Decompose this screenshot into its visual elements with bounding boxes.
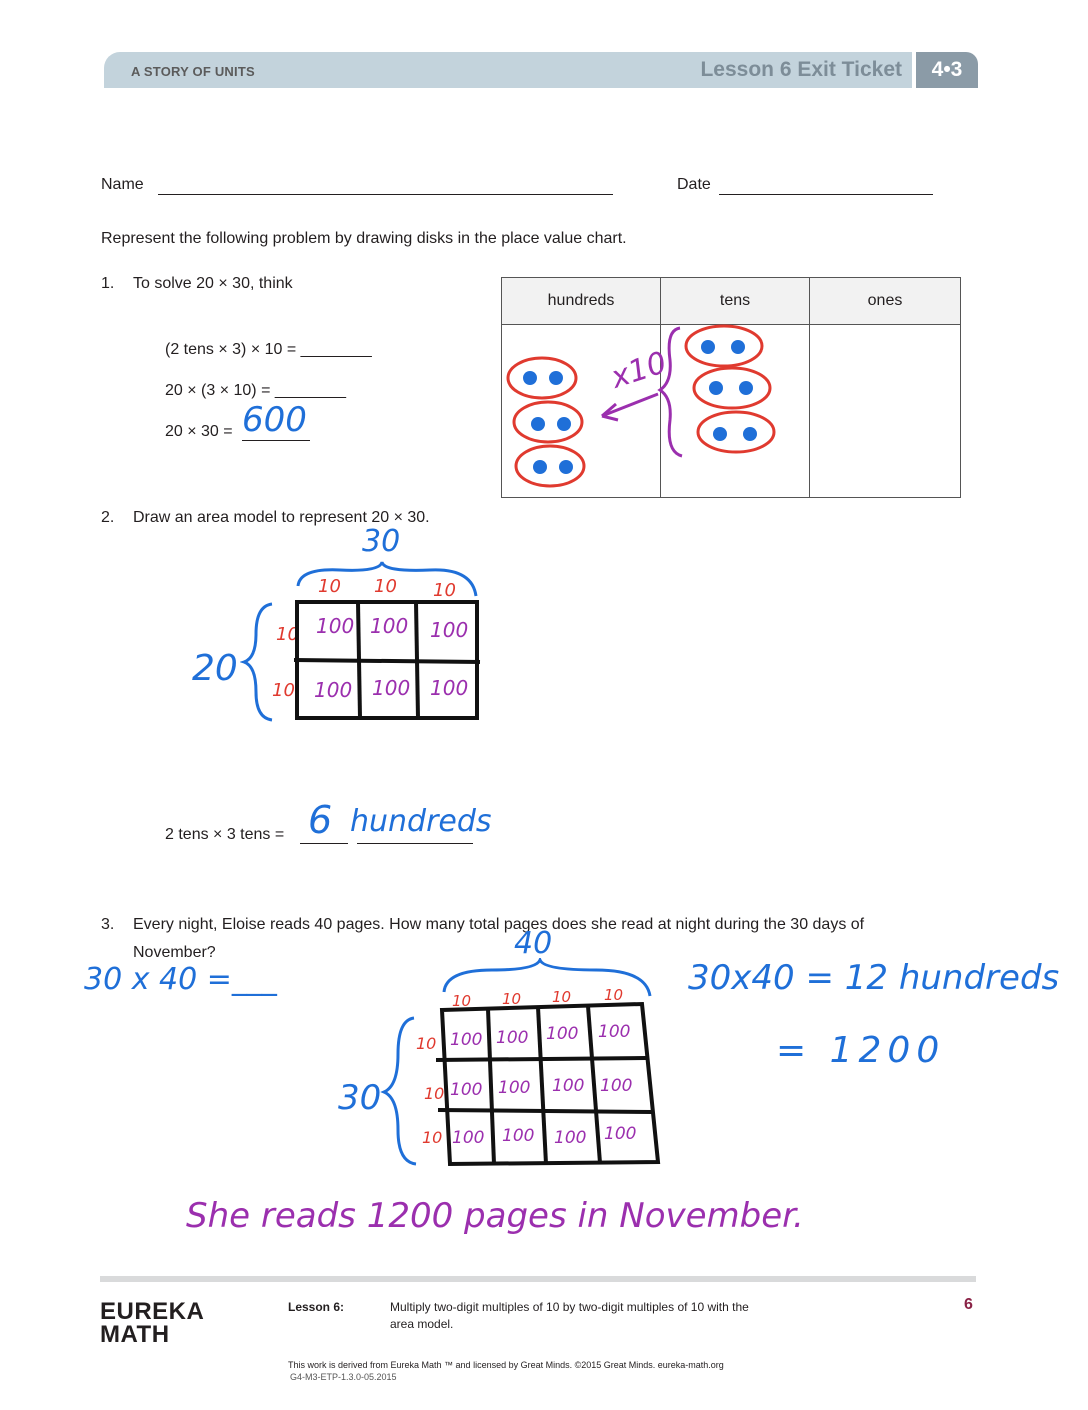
- q2-side-part: 10: [276, 624, 299, 645]
- eureka-math-logo: [100, 1300, 204, 1346]
- q2-answer-line-a: [300, 843, 348, 844]
- q1-line-b: 20 × (3 × 10) = ________: [165, 382, 347, 399]
- q3-side-part: 10: [422, 1128, 443, 1147]
- q1-line-a: (2 tens × 3) × 10 = ________: [165, 341, 372, 358]
- q3-prompt-line-2: November?: [133, 944, 216, 961]
- q3-cell: 100: [450, 1030, 483, 1050]
- q3-side-part: 10: [416, 1034, 437, 1053]
- q1-line-c: 20 × 30 =: [165, 423, 233, 440]
- hundreds-disk-group: [508, 358, 576, 398]
- q2-cell: 100: [430, 676, 469, 700]
- q3-top-total: 40: [514, 926, 553, 961]
- chart-header-tens: tens: [661, 278, 810, 325]
- q2-side-part: 10: [272, 680, 295, 701]
- q2-top-part: 10: [318, 576, 341, 597]
- chart-header-hundreds: hundreds: [502, 278, 661, 325]
- q1-number: 1.: [101, 275, 115, 292]
- q3-side-part: 10: [424, 1084, 445, 1103]
- q3-cell: 100: [502, 1126, 535, 1146]
- logo-line-2: MATH: [100, 1321, 170, 1348]
- q2-prompt: Draw an area model to represent 20 × 30.: [133, 509, 430, 526]
- q3-top-part: 10: [502, 990, 522, 1008]
- page-number: 6: [964, 1296, 973, 1313]
- hundreds-disk-group: [516, 446, 584, 486]
- tens-disk-group: [686, 326, 762, 366]
- q3-side-total: 30: [338, 1078, 382, 1118]
- date-field[interactable]: [719, 194, 933, 195]
- footer-lesson-desc-1: Multiply two-digit multiples of 10 by two-digit multiples of 10 with the: [390, 1300, 749, 1314]
- q3-cell: 100: [604, 1124, 637, 1144]
- grade-module-badge: 4•3: [916, 52, 978, 88]
- q1-answer-line: [242, 440, 310, 441]
- q2-side-total: 20: [192, 648, 238, 689]
- chart-header-ones: ones: [810, 278, 961, 325]
- name-field[interactable]: [158, 194, 613, 195]
- q2-answer-a: 6: [308, 798, 333, 842]
- q2-cell: 100: [370, 614, 409, 638]
- hundreds-disk-group: [514, 402, 582, 442]
- q3-work-line-2: = 1200: [776, 1030, 946, 1071]
- logo-line-1: EUREKA: [100, 1298, 205, 1325]
- q2-answer-line-b: [357, 843, 473, 844]
- times-ten-annotation: x10: [606, 345, 671, 396]
- tens-brace-icon: [660, 328, 682, 456]
- q3-prompt-line-1: Every night, Eloise reads 40 pages. How many total pages does she read at night during the 30 days of: [133, 916, 865, 933]
- q3-cell: 100: [496, 1028, 529, 1048]
- q2-cell: 100: [314, 678, 353, 702]
- footer-rule: [100, 1276, 976, 1282]
- q2-cell: 100: [430, 618, 469, 642]
- q3-top-part: 10: [604, 986, 624, 1004]
- q3-work-line-1: 30x40 = 12 hundreds: [688, 958, 1060, 998]
- q3-cell: 100: [498, 1078, 531, 1098]
- q3-equation-left: 30 x 40 =___: [84, 962, 277, 997]
- footer-code: G4-M3-ETP-1.3.0-05.2015: [290, 1372, 397, 1382]
- q2-top-total: 30: [362, 524, 401, 559]
- chart-disks-drawing: [500, 320, 800, 500]
- footer-lesson-label: Lesson 6:: [288, 1300, 345, 1314]
- q2-number: 2.: [101, 509, 115, 526]
- footer-lesson-desc-2: area model.: [390, 1317, 454, 1331]
- footer-license: This work is derived from Eureka Math ™ and licensed by Great Minds. ©2015 Great Minds. eureka-math.org: [288, 1360, 724, 1370]
- q2-top-part: 10: [374, 576, 397, 597]
- page-title: Lesson 6 Exit Ticket: [700, 58, 902, 81]
- q3-cell: 100: [598, 1022, 631, 1042]
- q3-cell: 100: [452, 1128, 485, 1148]
- name-label: Name: [101, 176, 144, 193]
- instructions: Represent the following problem by drawing disks in the place value chart.: [101, 230, 627, 247]
- q3-answer-sentence: She reads 1200 pages in November.: [186, 1196, 804, 1236]
- q2-top-part: 10: [433, 580, 456, 601]
- q3-cell: 100: [552, 1076, 585, 1096]
- q3-top-part: 10: [452, 992, 472, 1010]
- q2-cell: 100: [372, 676, 411, 700]
- q3-side-brace-icon: [380, 1014, 420, 1168]
- q2-side-brace-icon: [240, 600, 280, 724]
- q3-top-part: 10: [552, 988, 572, 1006]
- tens-disk-group: [694, 368, 770, 408]
- q3-cell: 100: [450, 1080, 483, 1100]
- q3-number: 3.: [101, 916, 115, 933]
- q1-answer: 600: [242, 400, 307, 440]
- q1-prompt: To solve 20 × 30, think: [133, 275, 293, 292]
- q2-tens-line: 2 tens × 3 tens =: [165, 826, 285, 843]
- q3-cell: 100: [600, 1076, 633, 1096]
- q2-cell: 100: [316, 614, 355, 638]
- q2-answer-b: hundreds: [350, 804, 492, 839]
- series-label: A STORY OF UNITS: [131, 64, 255, 79]
- q3-cell: 100: [554, 1128, 587, 1148]
- tens-disk-group: [698, 412, 774, 452]
- q3-cell: 100: [546, 1024, 579, 1044]
- date-label: Date: [677, 176, 711, 193]
- arrow-icon: [602, 394, 658, 416]
